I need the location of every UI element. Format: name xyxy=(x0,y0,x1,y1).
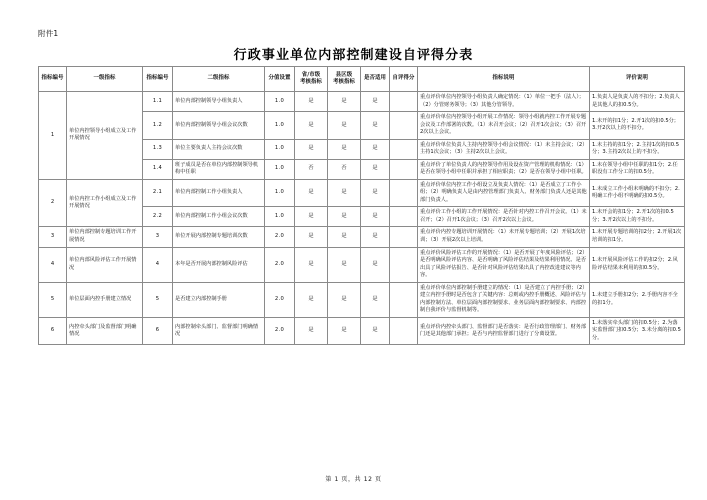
cell-indicator-code: 6 xyxy=(143,317,173,345)
cell-self-score[interactable] xyxy=(390,112,418,140)
cell-evaluation-desc: 1.未落实牵头部门的扣0.5分；2.为落实监督部门扣0.5分；3.未分离的扣0.5分。 xyxy=(590,317,685,345)
cell-county-flag: 是 xyxy=(328,227,361,247)
cell-indicator-desc: 重点评价单位内部控制手册建立的情况：（1）是否建立了内控手册；（2）建立内控手册时是否包含了关键内容：总则或内控手册概述、风险评估与内部控制方法、单位层面内部控制要求、业务层面内部控制要求、内部控制自我评价与监督机制等。 xyxy=(418,282,590,317)
cell-evaluation-desc: 1.负责人是负责人的不扣分；2.负责人是其他人的扣0.5分。 xyxy=(590,92,685,112)
cell-county-flag: 是 xyxy=(328,317,361,345)
provincial-line-1: 省/市级 xyxy=(301,71,321,78)
cell-applicable-flag: 是 xyxy=(361,227,390,247)
cell-level1-indicator: 内控牵头部门及监督部门明确情况 xyxy=(67,317,143,345)
col-header-applicable: 是否适用 xyxy=(361,67,390,92)
cell-level2-indicator: 单位内部控制工作小组负责人 xyxy=(173,179,265,207)
cell-indicator-code: 5 xyxy=(143,282,173,317)
table-header xyxy=(39,67,685,92)
cell-indicator-desc: 重点评价内控专题培训开展情况：（1）未开展专题培训；（2）开展1次培训；（3）开展2次以上培训。 xyxy=(418,227,590,247)
cell-self-score[interactable] xyxy=(390,317,418,345)
cell-evaluation-desc: 1.未建立手册扣2分；2.手册内容不全的扣1分。 xyxy=(590,282,685,317)
cell-applicable-flag: 是 xyxy=(361,247,390,282)
cell-level2-indicator: 是否建立内部控制手册 xyxy=(173,282,265,317)
cell-indicator-desc: 重点评价单位负责人主持内控领导小组会议情况：（1）未主持会议；（2）主持1次会议；（3）主持2次以上会议。 xyxy=(418,139,590,159)
cell-provincial-flag: 是 xyxy=(295,92,328,112)
cell-county-flag: 否 xyxy=(328,159,361,179)
cell-county-flag: 是 xyxy=(328,112,361,140)
cell-county-flag: 是 xyxy=(328,139,361,159)
cell-indicator-desc: 重点评价内控牵头部门、监督部门是否落实：是否行政管理部门、财务部门还是其他部门承担；是否与内控监督部门进行了分离设置。 xyxy=(418,317,590,345)
cell-evaluation-desc: 1.未主持的扣1分；2.主持1次的扣0.5分；3.主持2次以上的不扣分。 xyxy=(590,139,685,159)
cell-score-setting: 1.0 xyxy=(265,112,295,140)
cell-county-flag: 是 xyxy=(328,179,361,207)
cell-provincial-flag: 是 xyxy=(295,227,328,247)
attachment-label: 附件1 xyxy=(38,29,59,38)
cell-score-setting: 1.0 xyxy=(265,92,295,112)
col-header-indicator-num-1: 指标编号 xyxy=(39,67,67,92)
cell-self-score[interactable] xyxy=(390,139,418,159)
cell-county-flag: 是 xyxy=(328,247,361,282)
cell-applicable-flag: 是 xyxy=(361,317,390,345)
cell-evaluation-desc: 1.未在领导小组中任职的扣1分；2.任职没有工作分工的扣0.5分。 xyxy=(590,159,685,179)
cell-indicator-code: 2.1 xyxy=(143,179,173,207)
cell-level1-indicator: 单位内部风险评估工作开展情况 xyxy=(67,247,143,282)
cell-score-setting: 2.0 xyxy=(265,317,295,345)
cell-group-number: 6 xyxy=(39,317,67,345)
cell-level2-indicator: 单位主要负责人主持会议次数 xyxy=(173,139,265,159)
score-table-container xyxy=(38,66,684,345)
cell-level1-indicator: 单位内控领导小组成立及工作开展情况 xyxy=(67,92,143,180)
table-row xyxy=(39,247,685,282)
col-header-indicator-num-2: 指标编号 xyxy=(143,67,173,92)
county-line-1: 县区级 xyxy=(335,71,353,78)
cell-self-score[interactable] xyxy=(390,282,418,317)
cell-level1-indicator: 单位内控工作小组成立及工作开展情况 xyxy=(67,179,143,227)
cell-score-setting: 2.0 xyxy=(265,247,295,282)
cell-applicable-flag: 是 xyxy=(361,179,390,207)
cell-provincial-flag: 是 xyxy=(295,112,328,140)
cell-applicable-flag: 是 xyxy=(361,207,390,227)
cell-level2-indicator: 单位开展内部控制专题培训次数 xyxy=(173,227,265,247)
provincial-line-2: 考核指标 xyxy=(300,79,322,85)
header-row xyxy=(39,67,685,92)
cell-provincial-flag: 否 xyxy=(295,159,328,179)
col-header-level2-indicator: 二级指标 xyxy=(173,67,265,92)
table-row xyxy=(39,179,685,207)
county-line-2: 考核指标 xyxy=(333,79,355,85)
cell-group-number: 2 xyxy=(39,179,67,227)
cell-score-setting: 1.0 xyxy=(265,207,295,227)
cell-provincial-flag: 是 xyxy=(295,317,328,345)
cell-indicator-desc: 重点评价了单位负责人的内控领导作用及设在资产管理的机构情况：（1）是否在领导小组中任职并承担了相应职责；（2）是否在领导小组中任职。 xyxy=(418,159,590,179)
page-title: 行政事业单位内部控制建设自评得分表 xyxy=(233,48,474,63)
cell-level2-indicator: 班子成员是否在单位内部控制领导机构中任职 xyxy=(173,159,265,179)
col-header-evaluation-desc: 评价说明 xyxy=(590,67,685,92)
cell-indicator-code: 1.2 xyxy=(143,112,173,140)
cell-applicable-flag: 是 xyxy=(361,282,390,317)
cell-county-flag: 是 xyxy=(328,207,361,227)
table-row xyxy=(39,317,685,345)
cell-provincial-flag: 是 xyxy=(295,247,328,282)
cell-self-score[interactable] xyxy=(390,227,418,247)
cell-applicable-flag: 是 xyxy=(361,159,390,179)
cell-county-flag: 是 xyxy=(328,92,361,112)
cell-county-flag: 是 xyxy=(328,282,361,317)
cell-indicator-code: 1.4 xyxy=(143,159,173,179)
col-header-level1-indicator: 一级指标 xyxy=(67,67,143,92)
cell-indicator-desc: 重点评价单位内控领导小组开展工作情况：领导小组就内控工作开展专题会议及工作部署的次数。（1）未召开会议；（2）召开1次会议；（3）召开2次以上会议。 xyxy=(418,112,590,140)
cell-self-score[interactable] xyxy=(390,159,418,179)
cell-level2-indicator: 单位内部控制工作小组会议次数 xyxy=(173,207,265,227)
cell-self-score[interactable] xyxy=(390,247,418,282)
cell-provincial-flag: 是 xyxy=(295,139,328,159)
cell-indicator-code: 3 xyxy=(143,227,173,247)
col-header-score-setting: 分值设置 xyxy=(265,67,295,92)
cell-indicator-desc: 重点评价单位内控领导小组负责人确定情况：（1）单位一把手（法人）；（2）分管财务领导；（3）其他分管领导。 xyxy=(418,92,590,112)
cell-indicator-code: 4 xyxy=(143,247,173,282)
cell-evaluation-desc: 1.未开的扣1分；2.开1次的扣0.5分；3.开2次以上的不扣分。 xyxy=(590,112,685,140)
cell-level2-indicator: 单位内部控制领导小组会议次数 xyxy=(173,112,265,140)
cell-applicable-flag: 是 xyxy=(361,139,390,159)
cell-applicable-flag: 是 xyxy=(361,112,390,140)
cell-score-setting: 1.0 xyxy=(265,159,295,179)
cell-provincial-flag: 是 xyxy=(295,179,328,207)
col-header-self-score: 自评得分 xyxy=(390,67,418,92)
cell-indicator-code: 1.3 xyxy=(143,139,173,159)
cell-level1-indicator: 单位层面内控手册建立情况 xyxy=(67,282,143,317)
cell-group-number: 1 xyxy=(39,92,67,180)
cell-provincial-flag: 是 xyxy=(295,282,328,317)
col-header-provincial-indicator xyxy=(295,67,328,92)
cell-score-setting: 2.0 xyxy=(265,282,295,317)
table-body xyxy=(39,92,685,345)
cell-self-score[interactable] xyxy=(390,179,418,207)
cell-evaluation-desc: 1.未开展风险评估工作的扣2分；2.风险评估结果未利用的扣0.5分。 xyxy=(590,247,685,282)
table-row xyxy=(39,92,685,112)
cell-level2-indicator: 本年是否开展内部控制风险评估 xyxy=(173,247,265,282)
col-header-county-indicator xyxy=(328,67,361,92)
table-row xyxy=(39,282,685,317)
cell-score-setting: 2.0 xyxy=(265,227,295,247)
table-row xyxy=(39,227,685,247)
cell-group-number: 5 xyxy=(39,282,67,317)
cell-group-number: 4 xyxy=(39,247,67,282)
cell-indicator-code: 1.1 xyxy=(143,92,173,112)
cell-indicator-desc: 重点评价工作小组的工作开展情况：是否针对内控工作召开会议。（1）未召开；（2）召开1次会议；（3）召开2次以上会议。 xyxy=(418,207,590,227)
cell-evaluation-desc: 1.未成立工作小组未明确的不扣分；2.明确工作小组不明确的扣0.5分。 xyxy=(590,179,685,207)
cell-evaluation-desc: 1.未开会的扣1分；2.开1次的扣0.5分；3.开2次以上的不扣分。 xyxy=(590,207,685,227)
cell-indicator-desc: 重点评价风险评估工作的开展情况：（1）是否开展了年度风险评估；（2）是否明确风险评估内容、是否明确了风险评估结果及结果利用情况、是否出具了风险评估报告、是否针对风险评估结果出具了内控改进建议等内容。 xyxy=(418,247,590,282)
cell-level1-indicator: 单位内部控制专题培训工作开展情况 xyxy=(67,227,143,247)
page-footer: 第 1 页，共 12 页 xyxy=(325,476,382,483)
cell-level2-indicator: 内部控制牵头部门、监督部门明确情况 xyxy=(173,317,265,345)
cell-group-number: 3 xyxy=(39,227,67,247)
col-header-indicator-desc: 指标说明 xyxy=(418,67,590,92)
cell-indicator-code: 2.2 xyxy=(143,207,173,227)
cell-self-score[interactable] xyxy=(390,207,418,227)
cell-level2-indicator: 单位内部控制领导小组负责人 xyxy=(173,92,265,112)
cell-score-setting: 1.0 xyxy=(265,179,295,207)
cell-evaluation-desc: 1.未开展专题培训的扣2分；2.开展1次培训的扣1分。 xyxy=(590,227,685,247)
cell-provincial-flag: 是 xyxy=(295,207,328,227)
cell-indicator-desc: 重点评价单位内控工作小组设立及负责人情况：（1）是否成立了工作小组；（2）明确负责人是由内控管理部门负责人、财务部门负责人还是其他部门负责人。 xyxy=(418,179,590,207)
cell-self-score[interactable] xyxy=(390,92,418,112)
cell-score-setting: 1.0 xyxy=(265,139,295,159)
score-table xyxy=(38,66,685,345)
cell-applicable-flag: 是 xyxy=(361,92,390,112)
